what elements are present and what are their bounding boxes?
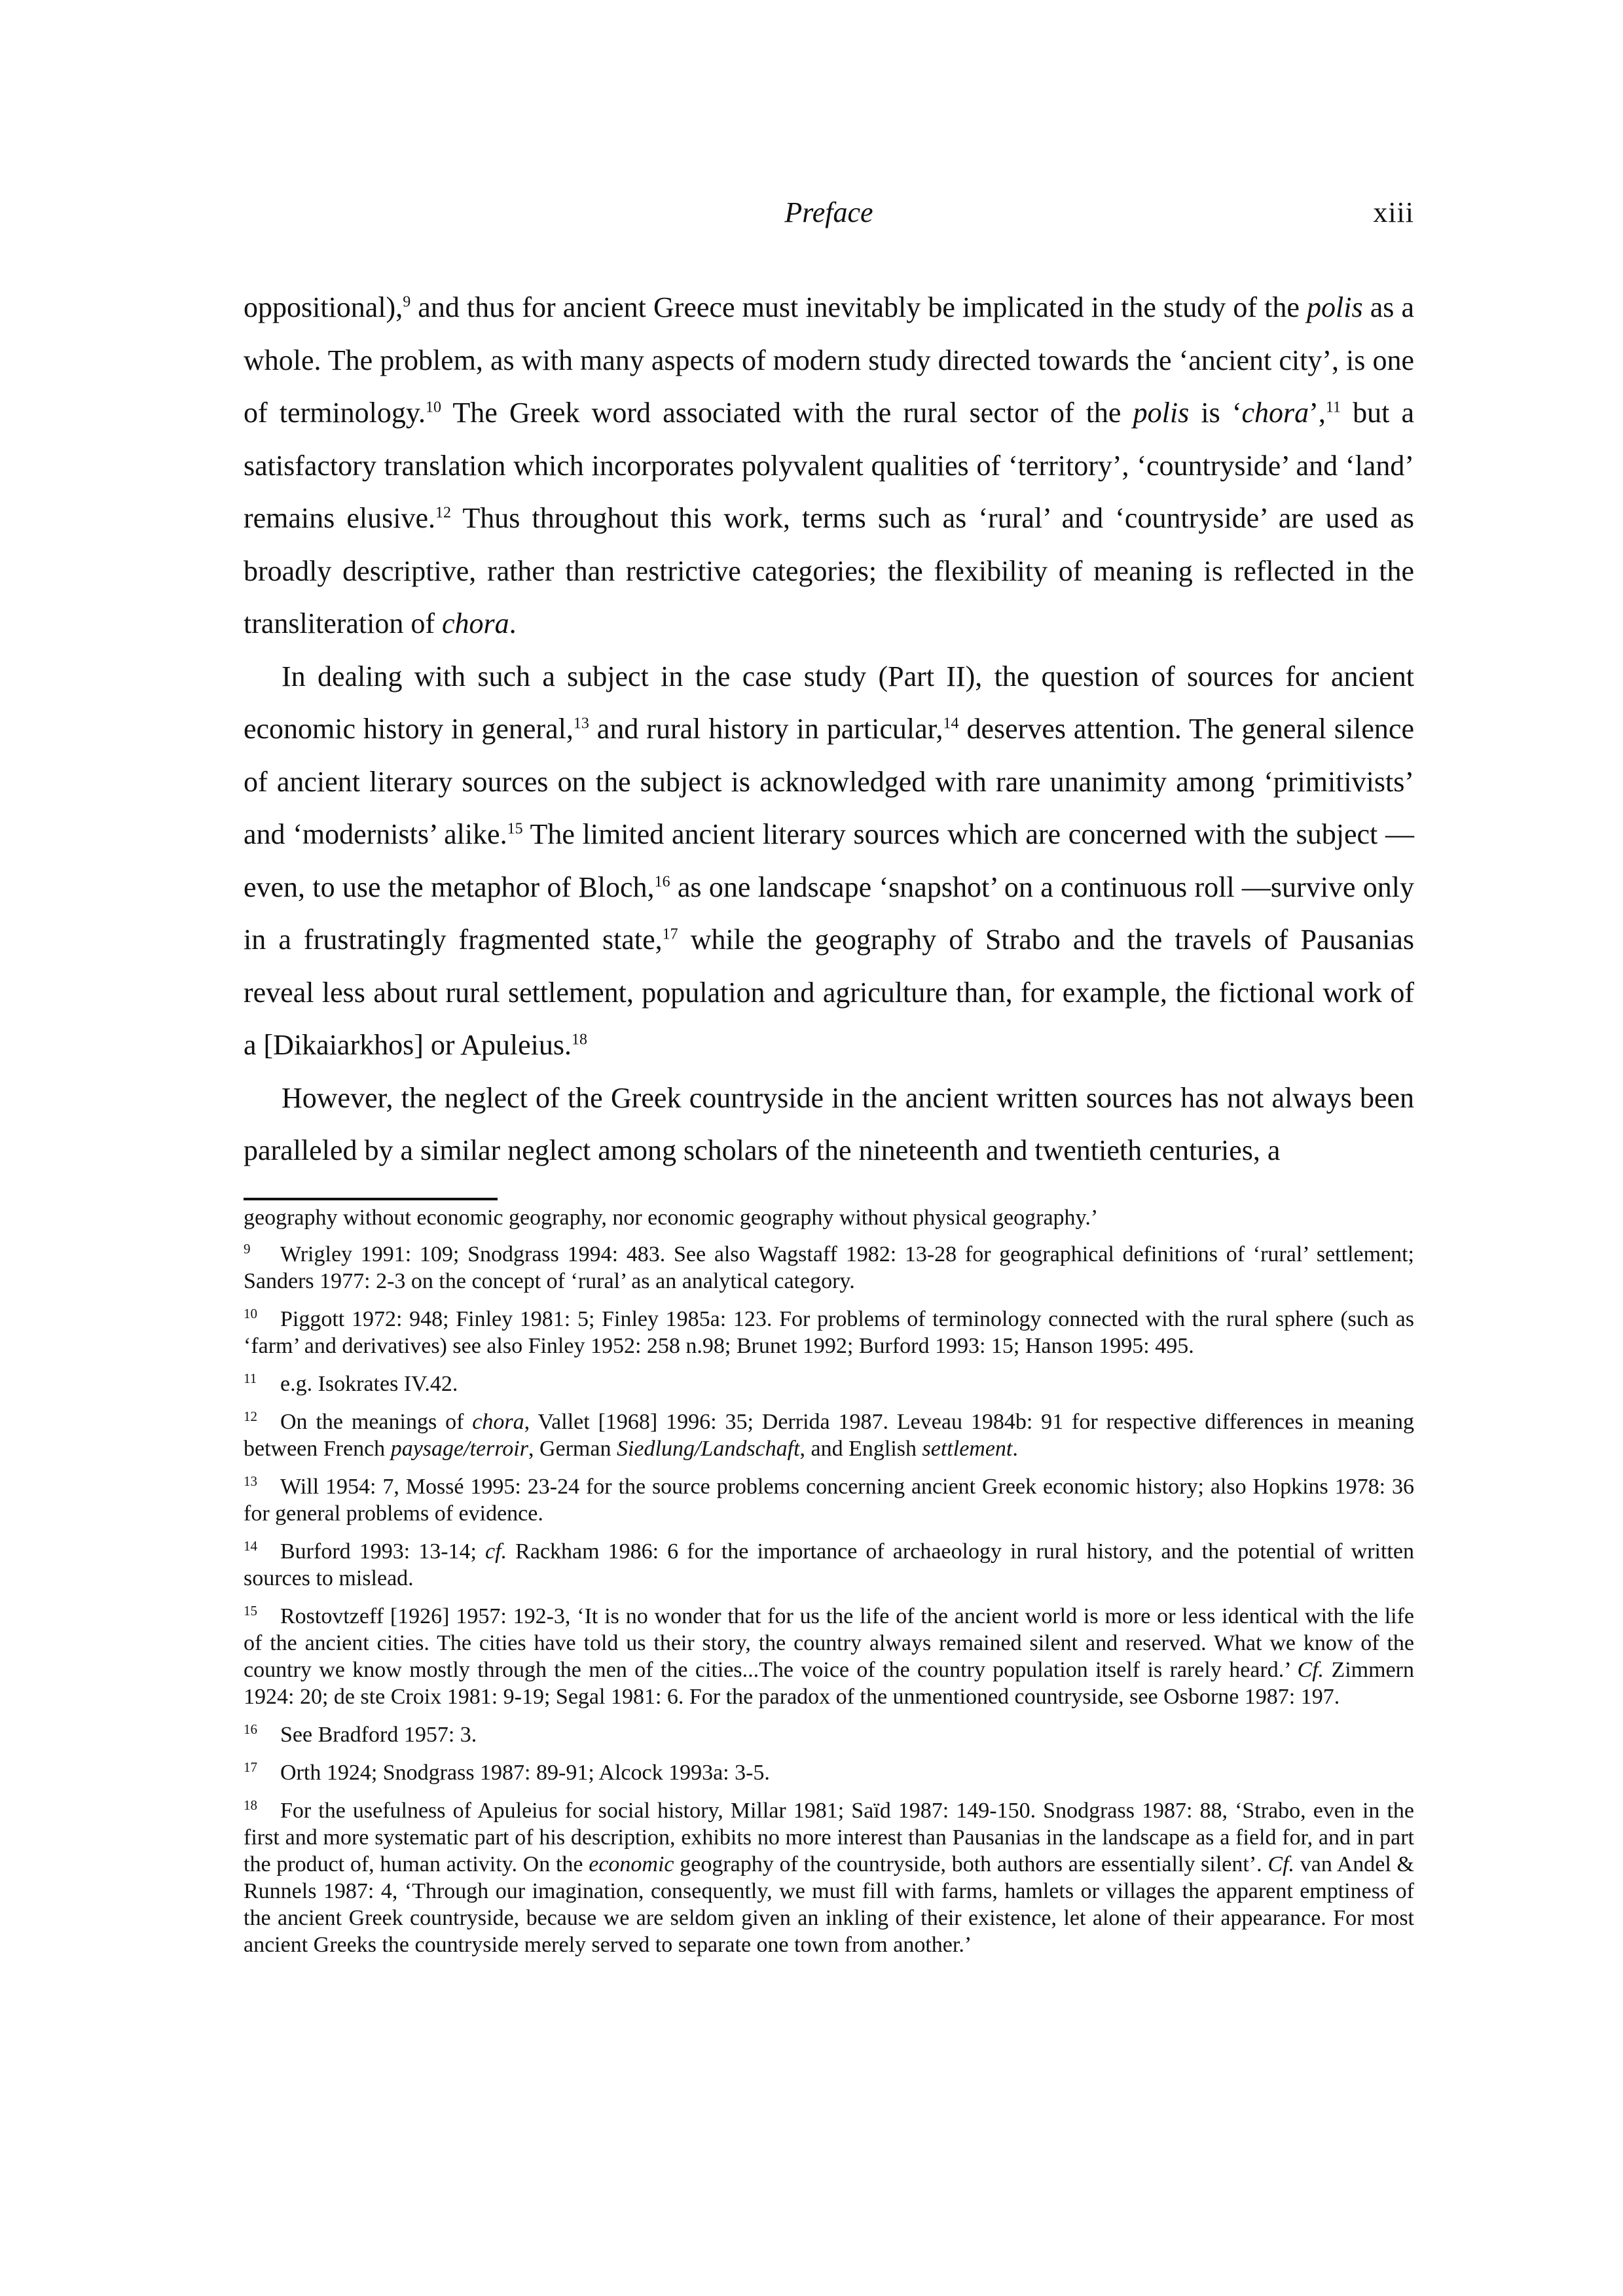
- running-title: Preface: [784, 196, 873, 228]
- text-run: On the meanings of: [280, 1410, 473, 1434]
- text-run: and rural history in particular,: [589, 713, 943, 745]
- text-run: Orth 1924; Snodgrass 1987: 89-91; Alcock 1993a: 3-5.: [280, 1761, 770, 1785]
- footnote: 17 Orth 1924; Snodgrass 1987: 89-91; Alcock 1993a: 3-5.: [244, 1759, 770, 1785]
- page-number: xiii: [1373, 196, 1414, 228]
- italic-term: chora: [472, 1410, 524, 1434]
- footnote: 12 On the meanings of chora, Vallet [1968] 1996: 35; Derrida 1987. Leveau 1984b: 91 for respective differences in meaning between French paysage/terroir, German Siedlung/Landschaft, and English settlement.: [244, 1408, 1414, 1461]
- text-run: Zimmern 1924: 20; de ste Croix 1981: 9-19; Segal 1981: 6. For the paradox of the unmentioned countryside, see Osborne 1987: 197.: [244, 1658, 1414, 1709]
- footnote: 14 Burford 1993: 13-14; cf. Rackham 1986: 6 for the importance of archaeology in rural history, and the potential of written sources to mislead.: [244, 1537, 1414, 1590]
- text-run: Will 1954: 7, Mossé 1995: 23-24 for the source problems concerning ancient Greek economic history; also Hopkins 1978: 36 for general problems of evidence.: [244, 1475, 1414, 1526]
- text-run: Rackham 1986: 6 for the importance of archaeology in rural history, and the potential of written sources to mislead.: [244, 1539, 1414, 1590]
- text-run: oppositional),: [244, 291, 403, 323]
- footnote-reference: 12: [435, 504, 452, 522]
- footnote: 9 Wrigley 1991: 109; Snodgrass 1994: 483. See also Wagstaff 1982: 13-28 for geographical definitions of ‘rural’ settlement; Sanders 1977: 2-3 on the concept of ‘rural’ as an analytical category.: [244, 1240, 1414, 1293]
- text-run: Wrigley 1991: 109; Snodgrass 1994: 483. See also Wagstaff 1982: 13-28 for geographical definitions of ‘rural’ settlement; Sanders 1977: 2-3 on the concept of ‘rural’ as an analytical category.: [244, 1242, 1414, 1293]
- text-run: deserves attention. The general silence of ancient literary sources on the subject is acknowledged with rare unanimity among ‘primitivists’ and ‘modernists’ alike.: [244, 713, 1414, 850]
- text-run: The limited ancient literary sources which are concerned with the subject — even, to use the metaphor of Bloch,: [244, 818, 1414, 903]
- text-run: In dealing with such a subject in the case study (Part II), the question of sources for ancient economic history in general,: [244, 660, 1414, 745]
- footnote-reference: 17: [662, 925, 678, 943]
- footnote-reference: 16: [654, 872, 670, 890]
- body-text: [244, 281, 1414, 1177]
- text-run: However, the neglect of the Greek countryside in the ancient written sources has not always been paralleled by a similar neglect among scholars of the nineteenth and twentieth centuries, a: [244, 1081, 1414, 1166]
- footnote: 16 See Bradford 1957: 3.: [244, 1721, 477, 1747]
- body-paragraph: [244, 1072, 1414, 1177]
- footnote-reference: 9: [403, 293, 411, 311]
- italic-term: chora: [1241, 397, 1309, 429]
- text-run: See Bradford 1957: 3.: [280, 1723, 477, 1747]
- text-run: as a whole. The problem, as with many aspects of modern study directed towards the ‘ancient city’, is one of terminology.: [244, 291, 1414, 429]
- text-run: The Greek word associated with the rural sector of the: [441, 397, 1133, 429]
- footnote-reference: 18: [572, 1031, 587, 1049]
- text-run: , German: [528, 1437, 617, 1461]
- italic-term: settlement: [922, 1437, 1013, 1461]
- footnote: 15 Rostovtzeff [1926] 1957: 192-3, ‘It is no wonder that for us the life of the ancient world is more or less identical with the life of the ancient cities. The cities have told us their story, the country always remained silent and reserved. What we know of the country we know mostly through the men of the cities...The voice of the country population itself is rarely heard.’ Cf. Zimmern 1924: 20; de ste Croix 1981: 9-19; Segal 1981: 6. For the paradox of the unmentioned countryside, see Osborne 1987: 197.: [244, 1602, 1414, 1709]
- text-run: Piggott 1972: 948; Finley 1981: 5; Finley 1985a: 123. For problems of terminology connected with the rural sphere (such as ‘farm’ and derivatives) see also Finley 1952: 258 n.98; Brunet 1992; Burford 1993: 15; Hanson 1995: 495.: [244, 1307, 1414, 1358]
- italic-term: polis: [1133, 397, 1190, 429]
- text-run: as one landscape ‘snapshot’ on a continuous roll —survive only in a frustratingly fragmented state,: [244, 870, 1414, 956]
- text-run: but a satisfactory translation which incorporates polyvalent qualities of ‘territory’, ‘countryside’ and ‘land’ remains elusive.: [244, 397, 1415, 534]
- text-run: e.g. Isokrates IV.42.: [280, 1372, 458, 1396]
- italic-term: Cf.: [1267, 1852, 1295, 1876]
- text-run: Thus throughout this work, terms such as ‘rural’ and ‘countryside’ are used as broadly descriptive, rather than restrictive categories; the flexibility of meaning is reflected in the transliteration of: [244, 502, 1414, 639]
- italic-term: Siedlung/Landschaft: [616, 1437, 800, 1461]
- text-run: .: [509, 607, 517, 639]
- text-run: Rostovtzeff [1926] 1957: 192-3, ‘It is no wonder that for us the life of the ancient world is more or less identical with the life of the ancient cities. The cities have told us their story, the country always remained silent and reserved. What we know of the country we know mostly through the men of the cities...The voice of the country population itself is rarely heard.’: [244, 1604, 1414, 1682]
- text-run: and thus for ancient Greece must inevitably be implicated in the study of the: [410, 291, 1307, 323]
- footnotes: [244, 1204, 1414, 1969]
- italic-term: paysage/terroir: [390, 1437, 528, 1461]
- italic-term: economic: [589, 1852, 674, 1876]
- footnote-reference: 10: [426, 399, 442, 416]
- footnote-reference: 11: [1325, 399, 1341, 416]
- footnote: 13 Will 1954: 7, Mossé 1995: 23-24 for the source problems concerning ancient Greek economic history; also Hopkins 1978: 36 for general problems of evidence.: [244, 1473, 1414, 1526]
- running-header: [244, 190, 1414, 236]
- footnote-separator: [244, 1198, 498, 1200]
- text-run: , Vallet [1968] 1996: 35; Derrida 1987. Leveau 1984b: 91 for respective differences in meaning between French: [244, 1410, 1414, 1461]
- footnote-reference: 13: [573, 715, 589, 732]
- text-run: For the usefulness of Apuleius for social history, Millar 1981; Saïd 1987: 149-150. Snodgrass 1987: 88, ‘Strabo, even in the first and more systematic part of his description, exhibits no more interest than Pausanias in the landscape as a field for, and in part the product of, human activity. On the: [244, 1799, 1414, 1876]
- text-run: geography without economic geography, nor economic geography without physical geography.’: [244, 1206, 1099, 1230]
- italic-term: Cf.: [1297, 1658, 1324, 1682]
- body-paragraph: [244, 651, 1414, 1072]
- italic-term: cf.: [485, 1539, 507, 1564]
- footnote: 11 e.g. Isokrates IV.42.: [244, 1370, 458, 1396]
- italic-term: polis: [1307, 291, 1363, 323]
- footnote: 10 Piggott 1972: 948; Finley 1981: 5; Finley 1985a: 123. For problems of terminology connected with the rural sphere (such as ‘farm’ and derivatives) see also Finley 1952: 258 n.98; Brunet 1992; Burford 1993: 15; Hanson 1995: 495.: [244, 1305, 1414, 1358]
- text-run: is ‘: [1189, 397, 1242, 429]
- text-run: geography of the countryside, both authors are essentially silent’.: [674, 1852, 1268, 1876]
- footnote-reference: 14: [943, 715, 959, 732]
- text-run: Burford 1993: 13-14;: [280, 1539, 486, 1564]
- text-run: ’,: [1309, 397, 1326, 429]
- body-paragraph: [244, 281, 1414, 651]
- italic-term: chora: [442, 607, 509, 639]
- footnote-reference: 15: [507, 820, 523, 838]
- text-run: .: [1012, 1437, 1018, 1461]
- text-run: van Andel & Runnels 1987: 4, ‘Through our imagination, consequently, we must fill with farms, hamlets or villages the apparent emptiness of the ancient Greek countryside, because we are seldom given an inkling of their existence, let alone of their appearance. For most ancient Greeks the countryside merely served to separate one town from another.’: [244, 1852, 1414, 1957]
- footnote: 18 For the usefulness of Apuleius for social history, Millar 1981; Saïd 1987: 149-150. Snodgrass 1987: 88, ‘Strabo, even in the first and more systematic part of his description, exhibits no more interest than Pausanias in the landscape as a field for, and in part the product of, human activity. On the economic geography of the countryside, both authors are essentially silent’. Cf. van Andel & Runnels 1987: 4, ‘Through our imagination, consequently, we must fill with farms, hamlets or villages the apparent emptiness of the ancient Greek countryside, because we are seldom given an inkling of their existence, let alone of their appearance. For most ancient Greeks the countryside merely served to separate one town from another.’: [244, 1797, 1414, 1957]
- text-run: , and English: [799, 1437, 922, 1461]
- text-run: while the geography of Strabo and the travels of Pausanias reveal less about rural settlement, population and agriculture than, for example, the fictional work of a [Dikaiarkhos] or Apuleius.: [244, 924, 1415, 1061]
- footnote: [244, 1204, 1414, 1231]
